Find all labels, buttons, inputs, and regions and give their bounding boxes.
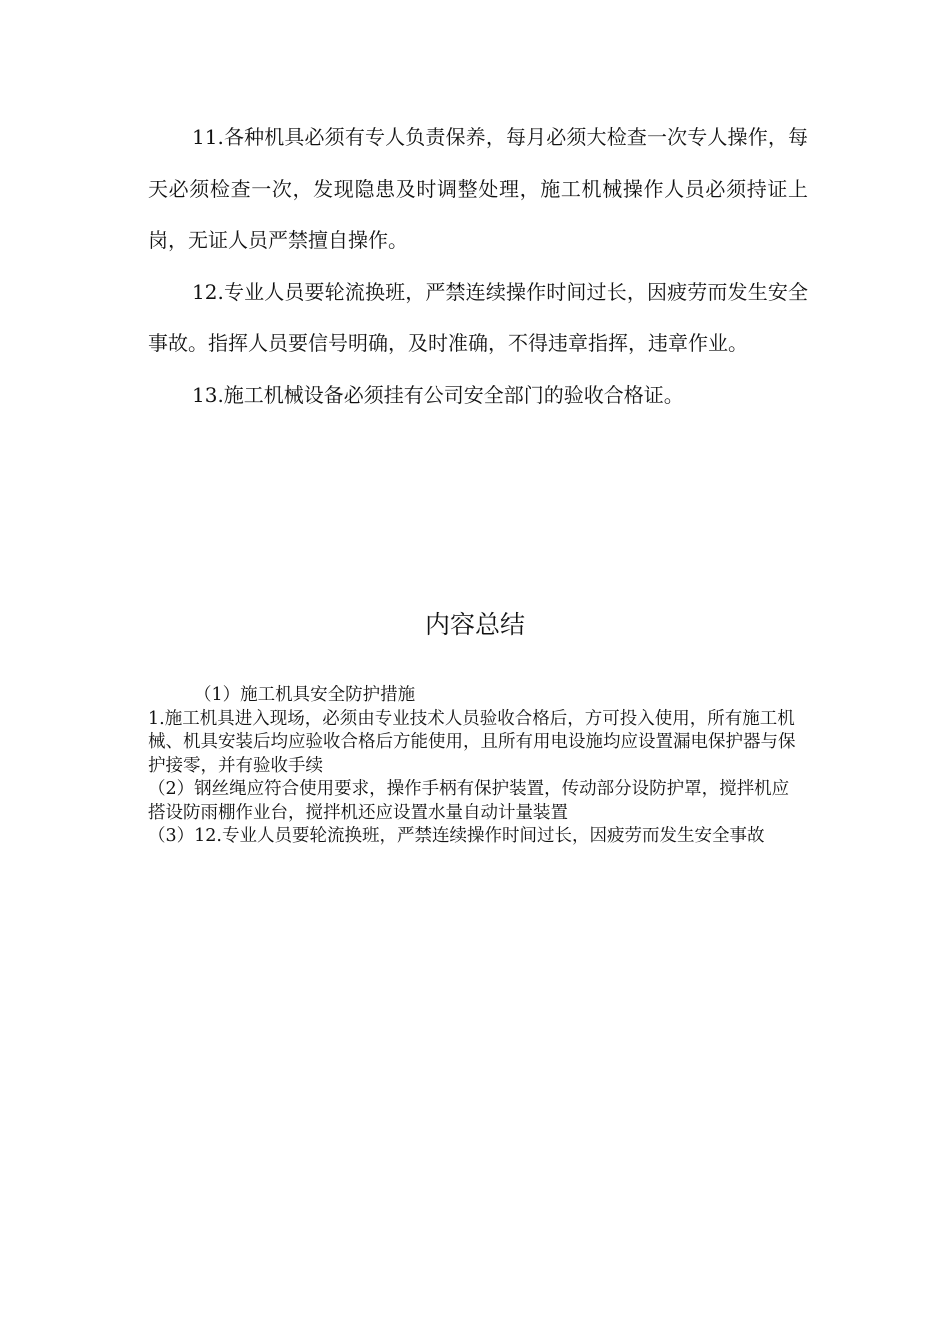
summary-item-2: （2）钢丝绳应符合使用要求，操作手柄有保护装置，传动部分设防护罩，搅拌机应搭设防雨棚作业台，搅拌机还应设置水量自动计量装置 <box>148 779 790 823</box>
summary-item-3: （3）12.专业人员要轮流换班，严禁连续操作时间过长，因疲劳而发生安全事故 <box>148 826 765 846</box>
summary-item-1: 1.施工机具进入现场，必须由专业技术人员验收合格后，方可投入使用，所有施工机械、机具安装后均应验收合格后方能使用，且所有用电设施均应设置漏电保护器与保护接零，并有验收手续 <box>148 708 796 776</box>
body-text <box>148 112 808 421</box>
summary-heading: （1）施工机具安全防护措施 <box>194 685 416 705</box>
summary-content <box>148 684 796 849</box>
paragraph-12: 12.专业人员要轮流换班，严禁连续操作时间过长，因疲劳而发生安全事故。指挥人员要信号明确，及时准确，不得违章指挥，违章作业。 <box>148 279 808 355</box>
summary-title: 内容总结 <box>424 609 525 639</box>
paragraph-11: 11.各种机具必须有专人负责保养，每月必须大检查一次专人操作，每天必须检查一次，发现隐患及时调整处理，施工机械操作人员必须持证上岗，无证人员严禁擅自操作。 <box>148 125 808 252</box>
paragraph-13: 13.施工机械设备必须挂有公司安全部门的验收合格证。 <box>192 382 684 407</box>
